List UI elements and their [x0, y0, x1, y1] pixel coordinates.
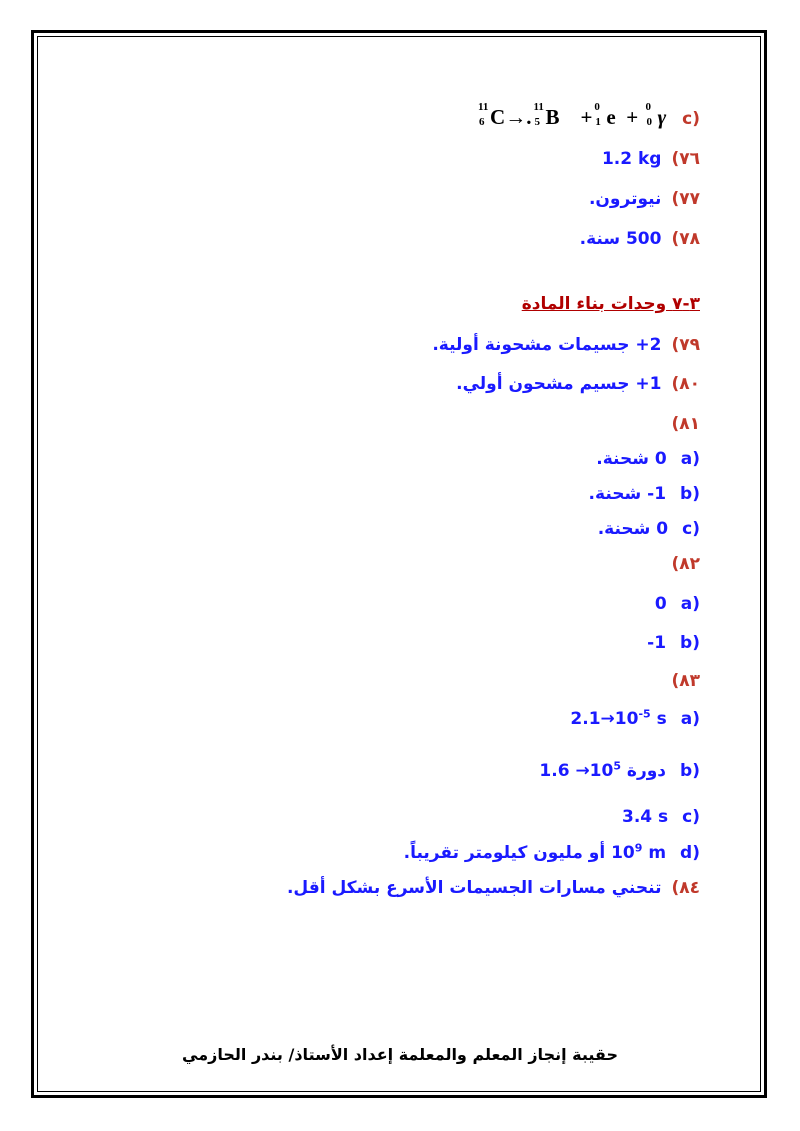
answer-80 [60, 373, 700, 395]
answer-text: -1 [647, 633, 667, 653]
answer-label: دورة [626, 761, 667, 781]
answer-83-a [60, 708, 700, 730]
question-number: ٨٣) [671, 671, 700, 691]
item-letter: (b [680, 484, 700, 504]
item-letter: (b [680, 761, 700, 781]
question-number: ٨٢) [671, 554, 700, 574]
question-number: ٨٤) [671, 878, 700, 898]
section-heading: ٣-٧ وحدات بناء المادة [521, 294, 700, 314]
answer-77 [60, 188, 700, 210]
answer-84 [60, 877, 700, 899]
answer-81 [60, 413, 700, 435]
answer-value: $2.1\to 10^{-5}$ s [570, 707, 667, 729]
item-letter: (d [680, 843, 700, 863]
answer-c-equation [60, 102, 700, 130]
question-number: ٧٦) [671, 149, 700, 169]
answer-value: $1.6 \to 10^5$ [539, 759, 621, 781]
answer-text: 1.2 kg [601, 149, 662, 169]
item-letter: (c [682, 109, 700, 129]
item-letter: (c [682, 519, 700, 539]
nuclear-equation: 11 6 C→. 11 5 B + 0 1 e + 0 0 γ [478, 101, 667, 129]
item-letter: (a [680, 594, 700, 614]
answer-83-b [60, 760, 700, 782]
answer-79 [60, 334, 700, 356]
page-footer: حقيبة إنجاز المعلم والمعلمة إعداد الأستاذ/ بندر الحازمي [182, 1045, 618, 1064]
answer-text: 1- شحنة. [588, 484, 667, 504]
question-number: ٨٠) [671, 374, 700, 394]
answer-83 [60, 670, 700, 692]
answer-82-a [60, 593, 700, 615]
answer-text: أو مليون كيلومتر تقريباً. [403, 843, 606, 863]
question-number: ٧٩) [671, 335, 700, 355]
answer-83-d [60, 842, 700, 864]
question-number: ٨١) [671, 414, 700, 434]
answer-text: 0 [654, 594, 667, 614]
item-letter: (b [680, 633, 700, 653]
answer-value: $10^9$ m [611, 841, 667, 863]
answer-83-c [60, 806, 700, 828]
answer-text: 0 شحنة. [596, 449, 667, 469]
answer-text: 1+ جسيم مشحون أولي. [456, 374, 662, 394]
answer-82-b [60, 632, 700, 654]
answer-76 [60, 148, 700, 170]
answer-81-c [60, 518, 700, 540]
answer-text: نيوترون. [588, 189, 662, 209]
answer-text: 500 سنة. [579, 229, 662, 249]
item-letter: (a [680, 449, 700, 469]
item-letter: (c [682, 807, 700, 827]
answer-78 [60, 228, 700, 250]
answer-text: 3.4 s [621, 807, 669, 827]
answer-text: 2+ جسيمات مشحونة أولية. [432, 335, 662, 355]
answer-81-b [60, 483, 700, 505]
answer-text: تنحني مسارات الجسيمات الأسرع بشكل أقل. [286, 878, 662, 898]
answer-82 [60, 553, 700, 575]
answer-81-a [60, 448, 700, 470]
answer-text: 0 شحنة. [597, 519, 669, 539]
question-number: ٧٨) [671, 229, 700, 249]
question-number: ٧٧) [671, 189, 700, 209]
item-letter: (a [680, 709, 700, 729]
